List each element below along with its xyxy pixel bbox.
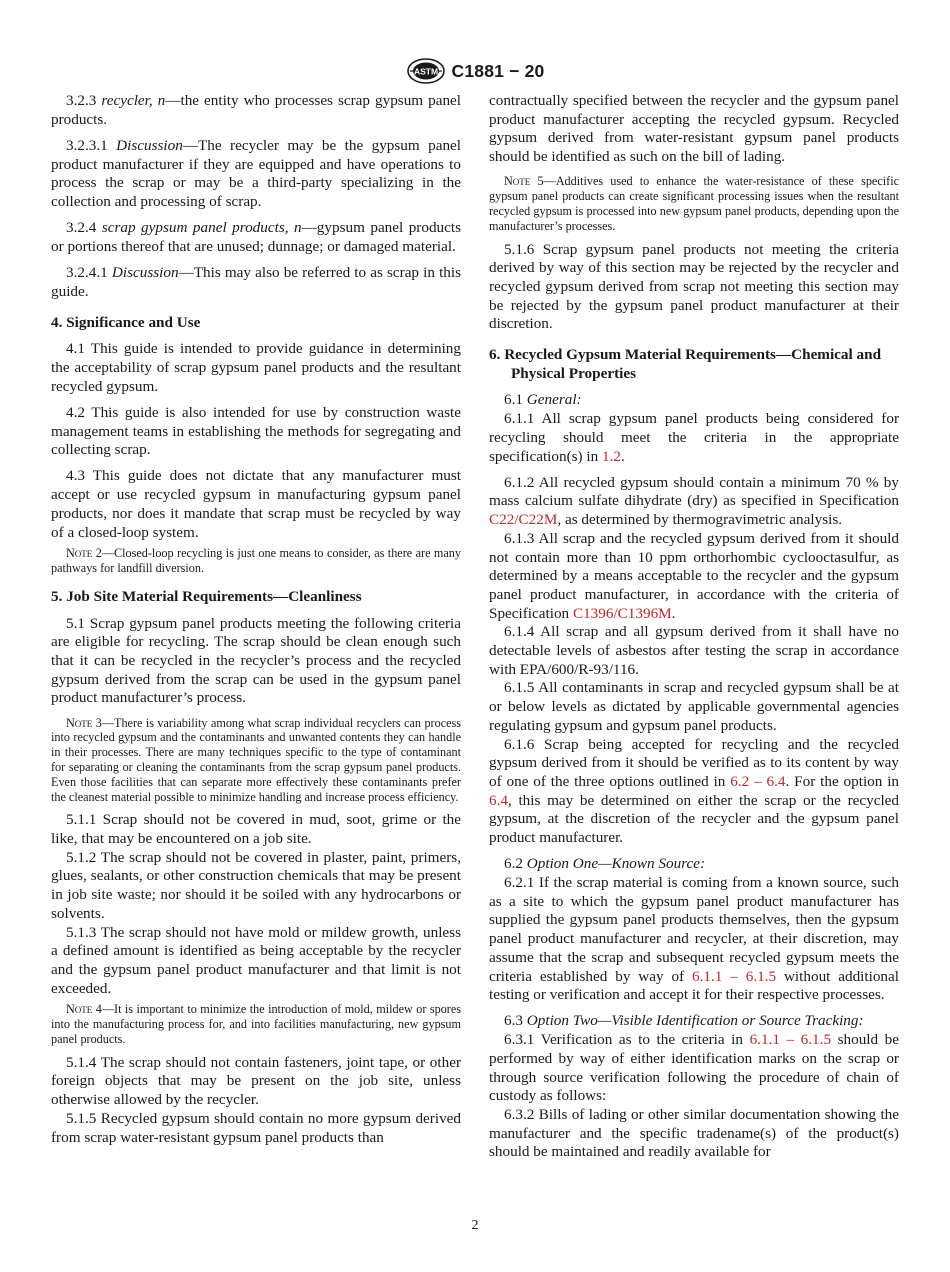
section-3-2-4-1: 3.2.4.1 Discussion—This may also be referred to as scrap in this guide. [51,264,462,300]
section-3-2-3-1: 3.2.3.1 Discussion—The recycler may be the gypsum panel product manufacturer if they are equipped and have operations to process the scrap or may be a third-party specializing in the collection and processing of scrap. [51,136,461,211]
right-column [489,92,899,1162]
section-6-3: 6.3 Option Two—Visible Identification or Source Tracking: [504,1012,864,1030]
section-5-1-5: 5.1.5 Recycled gypsum should contain no more gypsum derived from scrap water-resistant gypsum panel products than [51,1109,461,1146]
note-2: Note 2—Closed-loop recycling is just one means to consider, as there are many pathways for landfill diversion. [51,546,461,576]
section-4-2: 4.2 This guide is also intended for use by construction waste management teams in establishing the methods for segregating and collecting scrap. [51,403,461,459]
note-3: Note 3—There is variability among what scrap individual recyclers can process into recycled gypsum and the contaminants and unwanted contents they can handle in their processes. There are many techniques specific to the type of contaminant for separating or cleaning the contaminants from the scrap gypsum panel products. Even those facilities that can separate more effectively these contaminants prefer the cleanest material possible to minimize handling and increase process efficiency. [51,715,461,804]
document-id: C1881 − 20 [451,60,545,81]
heading-section-6: 6. Recycled Gypsum Material Requirements—Chemical and Physical Properties [489,346,882,382]
section-6-1: 6.1 General: [504,391,582,409]
section-6-3-1: 6.3.1 Verification as to the criteria in 6.1.1 – 6.1.5 should be performed by way of either identification marks on the scrap or through source verification following the procedure of chain of custody as follows: [489,1031,899,1105]
section-6-1-3: 6.1.3 All scrap and the recycled gypsum derived from it should not contain more than 10 ppm orthorhombic cyclooctasulfur, as determined by a means acceptable to the recycler and the gypsum panel product manufacturer, in accordance with the criteria of Specification C1396/C1396M. [489,529,899,622]
section-4-3: 4.3 This guide does not dictate that any manufacturer must accept or use recycled gypsum in manufacturing gypsum panel products, nor does it mandate that scrap must be recycled by way of a closed-loop system. [51,467,461,541]
section-6-2: 6.2 Option One—Known Source: [504,855,706,873]
reference-link[interactable]: 1.2 [602,447,622,465]
astm-logo-icon [406,57,446,85]
section-4-1: 4.1 This guide is intended to provide guidance in determining the acceptability of scrap gypsum panel products and the resultant recycled gypsum. [51,340,461,395]
section-6-1-4: 6.1.4 All scrap and all gypsum derived from it shall have no detectable levels of asbestos after testing the scrap in accordance with EPA/600/R-93/116. [489,623,899,678]
section-5-1-4: 5.1.4 The scrap should not contain fasteners, joint tape, or other foreign objects that may be present on the job site, unless otherwise allowed by the recycler. [51,1053,461,1109]
section-5-1: 5.1 Scrap gypsum panel products meeting the following criteria are eligible for recycling. The scrap should be clean enough such that it can be recycled in the recycler’s process and the recycled gypsum derived from the scrap can be used in the gypsum panel product manufacturer’s process. [51,614,461,707]
section-5-1-1: 5.1.1 Scrap should not be covered in mud, soot, grime or the like, that may be encountered on a job site. [51,811,461,848]
section-5-1-2: 5.1.2 The scrap should not be covered in plaster, paint, primers, glues, sealants, or other construction chemicals that may be present in job site waste; nor should it be soiled with any hydrocarbons or solvents. [51,848,461,922]
section-3-2-4: 3.2.4 scrap gypsum panel products, n—gypsum panel products or portions thereof that are unused; dunnage; or damaged material. [51,219,462,255]
section-5-1-5-continued: contractually specified between the recycler and the gypsum panel product manufacturer accepting the recycled gypsum. Recycled gypsum derived from water-resistant gypsum panel products should be identified as such on the bill of lading. [489,92,899,166]
reference-link[interactable]: 6.1.1 – 6.1.5 [692,967,777,985]
section-6-1-1: 6.1.1 All scrap gypsum panel products being considered for recycling should meet the criteria in the appropriate specification(s) in 1.2. [489,410,899,465]
section-3-2-3: 3.2.3 recycler, n—the entity who processes scrap gypsum panel products. [51,92,462,128]
reference-link[interactable]: 6.4 [489,791,508,809]
reference-link[interactable]: C22/C22M [489,511,558,529]
section-5-1-6: 5.1.6 Scrap gypsum panel products not meeting the criteria derived by way of this section may be rejected by the recycler and recycled gypsum derived from scrap not meeting this section may be rejected by the gypsum panel product manufacturer at their discretion. [489,240,899,333]
heading-section-4: 4. Significance and Use [51,313,201,331]
section-6-3-2: 6.3.2 Bills of lading or other similar documentation showing the manufacturer and the specific tradename(s) of the product(s) should be maintained and readily available for [489,1105,899,1161]
svg-text:ASTM: ASTM [413,66,438,77]
heading-section-5: 5. Job Site Material Requirements—Cleanliness [51,587,362,605]
left-column [51,92,461,1147]
page-header [0,56,950,86]
section-6-1-5: 6.1.5 All contaminants in scrap and recycled gypsum shall be at or below levels as dictated by applicable governmental agencies regulating gypsum and gypsum panel products. [489,679,899,734]
reference-link[interactable]: 6.1.1 – 6.1.5 [749,1031,832,1049]
section-6-1-2: 6.1.2 All recycled gypsum should contain a minimum 70 % by mass calcium sulfate dihydrate (dry) as specified in Specification C22/C22M, as determined by thermogravimetric analysis. [489,473,899,529]
section-5-1-3: 5.1.3 The scrap should not have mold or mildew growth, unless a defined amount is identified as being acceptable by the recycler and the gypsum panel product manufacturer and that limit is not exceeded. [51,923,461,997]
note-4: Note 4—It is important to minimize the introduction of mold, mildew or spores into the manufacturing process for, and into facilities manufacturing, new gypsum panel products. [51,1002,461,1046]
reference-link[interactable]: C1396/C1396M [572,604,672,622]
page-number: 2 [471,1218,479,1233]
note-5: Note 5—Additives used to enhance the water-resistance of these specific gypsum panel products can create significant processing issues when the resultant recycled gypsum is processed into new gypsum panel products, depending upon the manufacturer’s processes. [489,174,899,233]
reference-link[interactable]: 6.2 – 6.4 [730,772,786,790]
section-6-2-1: 6.2.1 If the scrap material is coming from a known source, such as a site to which the gypsum panel product manufacturer has supplied the gypsum panel products themselves, then the gypsum panel product manufacturer and recycler, at their discretion, may assume that the scrap and subsequent recycled gypsum meets the criteria established by way of 6.1.1 – 6.1.5 without additional testing or verification and accept it for their respective processes. [489,874,899,1004]
section-6-1-6: 6.1.6 Scrap being accepted for recycling and the recycled gypsum derived from it should be verified as to its content by way of one of the three options outlined in 6.2 – 6.4. For the option in 6.4, this may be determined on either the scrap or the recycled gypsum, at the discretion of the recycler and the gypsum panel product manufacturer. [489,735,900,847]
